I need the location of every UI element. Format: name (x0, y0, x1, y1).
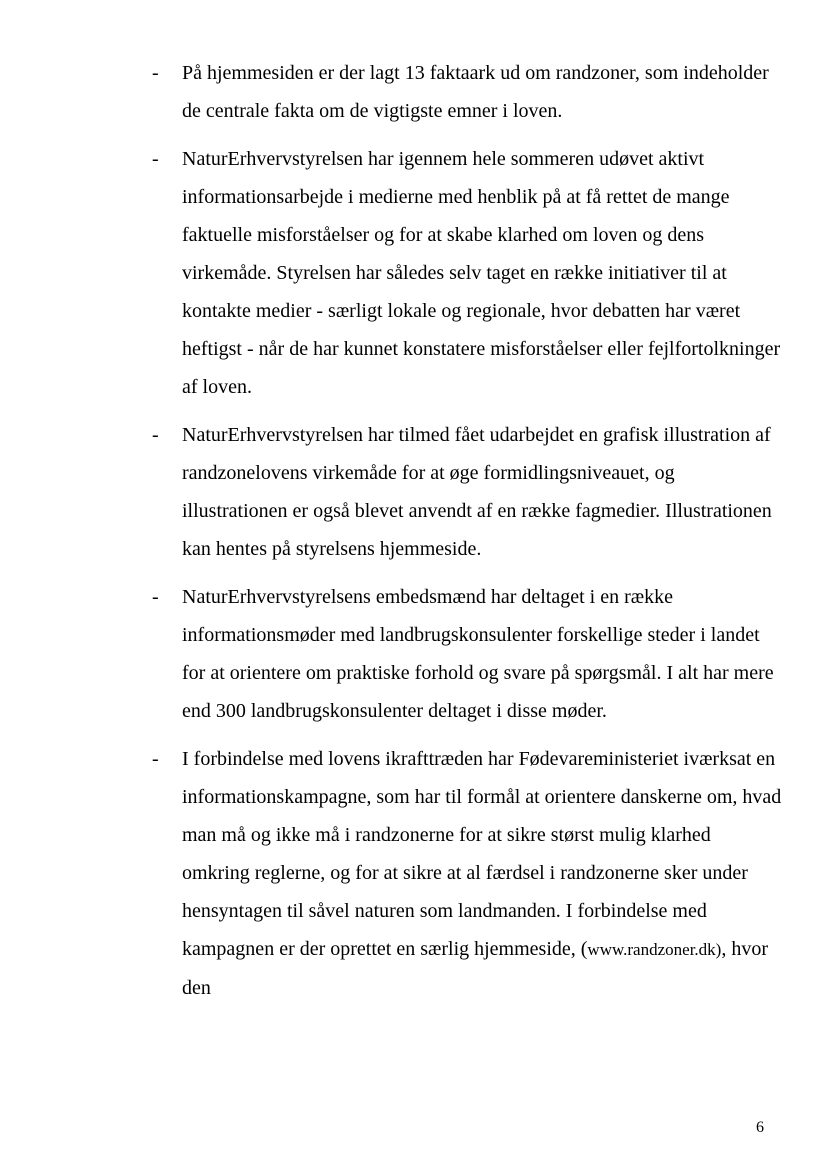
list-item-text (182, 740, 782, 1007)
link-close-paren: ) (715, 940, 722, 959)
bullet-marker: - (152, 424, 159, 446)
bullet-marker: - (152, 62, 159, 84)
list-item-text: NaturErhvervstyrelsen har igennem hele sommeren udøvet aktivt informationsarbejde i medierne med henblik på at få rettet de mange faktuelle misforståelser og for at skabe klarhed om loven og dens virkemåde. Styrelsen har således selv taget en række initiativer til at kontakte medier - særligt lokale og regionale, hvor debatten har været heftigst - når de har kunnet konstatere misforståelser eller fejlfortolkninger af loven. (182, 148, 781, 398)
list-item (152, 54, 782, 130)
list-item (152, 140, 782, 406)
list-item-text-after: , hvor den (182, 938, 769, 999)
list-item (152, 416, 782, 568)
bullet-marker: - (152, 586, 159, 608)
list-item-text-before: I forbindelse med lovens ikrafttræden har Fødevareministeriet iværksat en informationskampagne, som har til formål at orientere danskerne om, hvad man må og ikke må i randzonerne for at sikre størst mulig klarhed omkring reglerne, og for at sikre at al færdsel i randzonerne sker under hensyntagen til såvel naturen som landmanden. I forbindelse med kampagnen er der oprettet en særlig hjemmeside, ( (182, 748, 782, 960)
list-item-text: NaturErhvervstyrelsens embedsmænd har deltaget i en række informationsmøder med landbrugskonsulenter forskellige steder i landet for at orientere om praktiske forhold og svare på spørgsmål. I alt har mere end 300 landbrugskonsulenter deltaget i disse møder. (182, 586, 774, 722)
list-item-text: NaturErhvervstyrelsen har tilmed fået udarbejdet en grafisk illustration af randzonelovens virkemåde for at øge formidlingsniveauet, og illustrationen er også blevet anvendt af en række fagmedier. Illustrationen kan hentes på styrelsens hjemmeside. (182, 424, 772, 560)
website-link[interactable]: www.randzoner.dk (587, 940, 716, 959)
bullet-marker: - (152, 748, 159, 770)
bullet-list (152, 54, 782, 1017)
list-item (152, 578, 782, 730)
bullet-marker: - (152, 148, 159, 170)
list-item (152, 740, 782, 1007)
list-item-text: På hjemmesiden er der lagt 13 faktaark ud om randzoner, som indeholder de centrale fakta om de vigtigste emner i loven. (182, 62, 769, 122)
page-number: 6 (756, 1119, 764, 1136)
